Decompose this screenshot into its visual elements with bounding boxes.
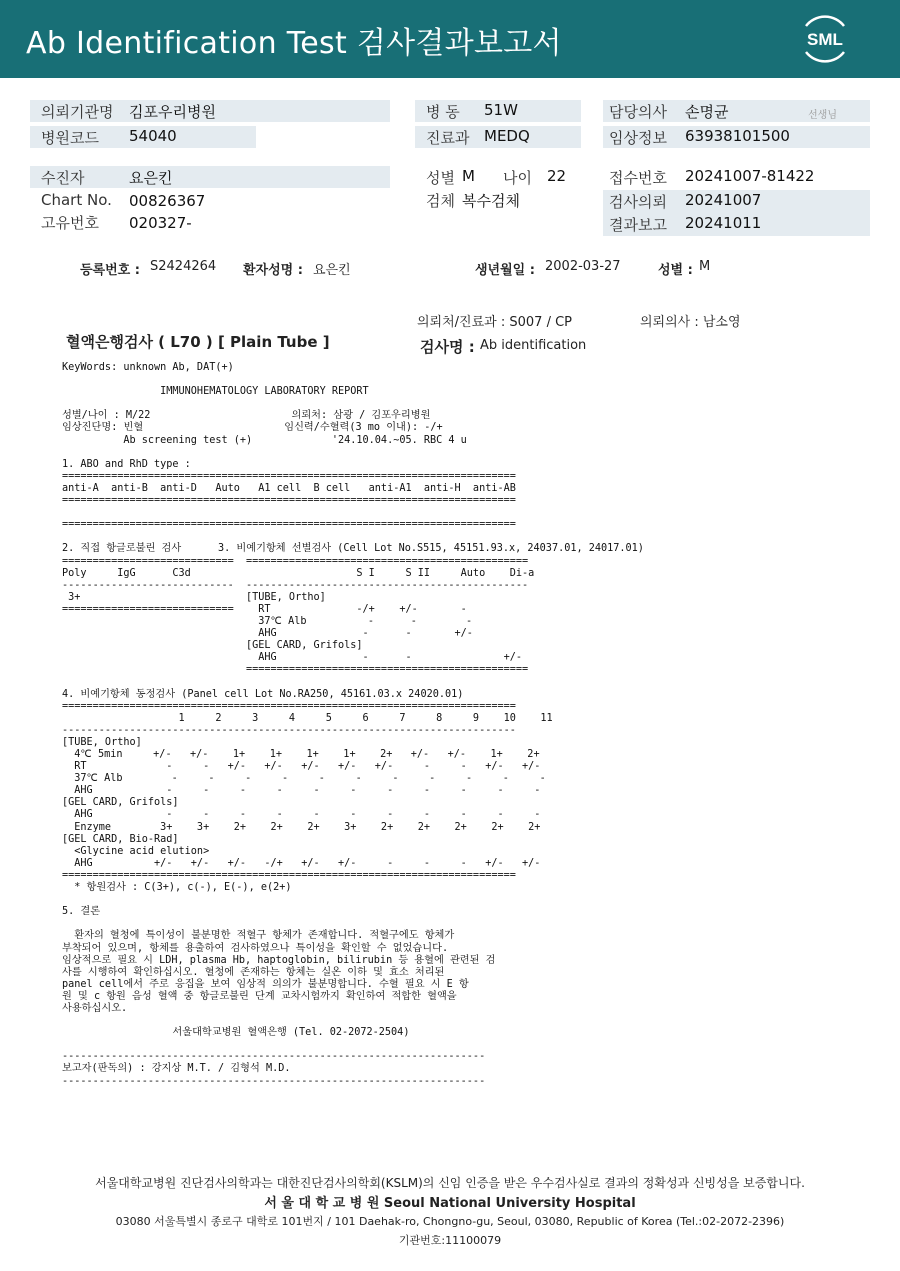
req-dept: 의뢰처/진료과 : S007 / CP bbox=[417, 315, 572, 330]
dept-value: MEDQ bbox=[484, 127, 530, 145]
ward-label: 병 동 bbox=[426, 103, 460, 121]
req-doctor: 의뢰의사 : 남소영 bbox=[640, 315, 741, 330]
report-title: Ab Identification Test 검사결과보고서 bbox=[26, 26, 562, 61]
footer-address: 03080 서울특별시 종로구 대학로 101번지 / 101 Daehak-ro, Chongno-gu, Seoul, 03080, Republic of Korea (Tel.:02-2072-2396) bbox=[115, 1215, 785, 1228]
clinical-value: 63938101500 bbox=[685, 127, 790, 145]
receipt-label: 접수번호 bbox=[609, 169, 667, 187]
report-header bbox=[0, 0, 900, 78]
clinical-label: 임상정보 bbox=[609, 129, 667, 147]
report-date-label: 결과보고 bbox=[609, 216, 667, 234]
test-value: Ab identification bbox=[480, 338, 587, 353]
age-label: 나이 bbox=[503, 169, 532, 187]
request-value: 20241007 bbox=[685, 191, 762, 209]
sum-sex-label: 성별 : bbox=[658, 263, 693, 278]
footer-cert: 서울대학교병원 진단검사의학과는 대한진단검사의학회(KSLM)의 신임 인증을 받은 우수검사실로 결과의 정확성과 신빙성을 보증합니다. bbox=[95, 1176, 805, 1190]
test-label: 검사명 : bbox=[420, 338, 475, 356]
patient-value: 요은킨 bbox=[129, 169, 173, 187]
hospital-value: 김포우리병원 bbox=[129, 103, 216, 121]
dob-value: 2002-03-27 bbox=[545, 259, 621, 274]
chart-label: Chart No. bbox=[41, 191, 112, 209]
hospital-label: 의뢰기관명 bbox=[41, 103, 114, 121]
doctor-value: 손명균 bbox=[685, 103, 729, 121]
sex-value: M bbox=[462, 167, 475, 185]
code-value: 54040 bbox=[129, 127, 177, 145]
footer-institution: 기관번호:11100079 bbox=[398, 1234, 502, 1247]
doctor-suffix: 선생님 bbox=[808, 110, 837, 121]
unique-value: 020327- bbox=[129, 214, 192, 232]
receipt-value: 20241007-81422 bbox=[685, 167, 815, 185]
unique-label: 고유번호 bbox=[41, 214, 99, 232]
reg-label: 등록번호 : bbox=[80, 263, 140, 278]
ward-value: 51W bbox=[484, 101, 518, 119]
reg-value: S2424264 bbox=[150, 259, 217, 274]
report-date-value: 20241011 bbox=[685, 214, 762, 232]
request-label: 검사의뢰 bbox=[609, 193, 667, 211]
sum-sex-value: M bbox=[699, 259, 711, 274]
patient-label: 수진자 bbox=[41, 169, 85, 187]
sml-logo-icon bbox=[796, 12, 854, 66]
lab-report-body: KeyWords: unknown Ab, DAT(+) IMMUNOHEMATOLOGY LABORATORY REPORT 성별/나이 : M/22 의뢰처: 삼광 / 김포우리병원 임상진단명: 빈혈 임신력/수혈력(3 mo 이내): -/+ Ab screening test (+) '24.10.04.~05. RBC 4 u 1. ABO and RhD type : ========================================================================== anti-A anti-B anti-D Auto A1 cell B cell anti-A1 anti-H anti-AB ========================================================================== ========================================================================== 2. 직접 항글로불린 검사 3. 비예기항체 선별검사 (Cell Lot No.S515, 45151.93.x, 24037.01, 24017.01) ============================ ============================================== Poly IgG C3d S I S II Auto Di-a ---------------------------- ---------------------------------------------- 3+ [TUBE, Ortho] ============================ RT -/+ +/- - 37℃ Alb - - - AHG - - +/- [GEL CARD, Grifols] AHG - - +/- ============================================== 4. 비예기항체 동정검사 (Panel cell Lot No.RA250, 45161.03.x 24020.01) ========================================================================== 1 2 3 4 5 6 7 8 9 10 11 -------------------------------------------------------------------------- [TUBE, Ortho] 4℃ 5min +/- +/- 1+ 1+ 1+ 1+ 2+ +/- +/- 1+ 2+ RT - - +/- +/- +/- +/- +/- - - +/- +/- 37℃ Alb - - - - - - - - - - - AHG - - - - - - - - - - - [GEL CARD, Grifols] AHG - - - - - - - - - - - Enzyme 3+ 3+ 2+ 2+ 2+ 3+ 2+ 2+ 2+ 2+ 2+ [GEL CARD, Bio-Rad] <Glycine acid elution> AHG +/- +/- +/- -/+ +/- +/- - - - +/- +/- ========================================================================== * 항원검사 : C(3+), c(-), E(-), e(2+) 5. 결론 환자의 혈청에 특이성이 불분명한 적혈구 항체가 존재합니다. 적혈구에도 항체가 부착되어 있으며, 항체를 용출하여 검사하였으나 특이성을 확인할 수 없었습니다. 임상적으로 필요 시 LDH, plasma Hb, haptoglobin, bilirubin 등 용혈에 관련된 검 사를 시행하여 확인하십시오. 혈청에 존재하는 항체는 실온 이하 및 효소 처리된 panel cell에서 주로 응집을 보여 임상적 의의가 불분명합니다. 수혈 필요 시 E 항 원 및 c 항원 음성 혈액 중 항글로불린 단계 교차시험까지 확인하여 적합한 혈액을 사용하십시오. 서울대학교병원 혈액은행 (Tel. 02-2072-2504) --------------------------------------------------------------------- 보고자(판독의) : 강지상 M.T. / 김형석 M.D. --------------------------------------------------------------------- bbox=[62, 362, 644, 1087]
footer-hospital: 서 울 대 학 교 병 원 Seoul National University Hospital bbox=[264, 1196, 636, 1211]
specimen-value: 복수검체 bbox=[462, 192, 520, 210]
age-value: 22 bbox=[547, 167, 567, 185]
name-label: 환자성명 : bbox=[243, 263, 303, 278]
sex-label: 성별 bbox=[426, 169, 455, 187]
dept-label: 진료과 bbox=[426, 129, 470, 147]
doctor-label: 담당의사 bbox=[609, 103, 667, 121]
section-title: 혈액은행검사 ( L70 ) [ Plain Tube ] bbox=[66, 333, 330, 351]
dob-label: 생년월일 : bbox=[475, 263, 535, 278]
code-label: 병원코드 bbox=[41, 129, 99, 147]
logo-text: SML bbox=[807, 30, 843, 49]
chart-value: 00826367 bbox=[129, 192, 206, 210]
name-value: 요은킨 bbox=[313, 263, 351, 278]
specimen-label: 검체 bbox=[426, 192, 455, 210]
